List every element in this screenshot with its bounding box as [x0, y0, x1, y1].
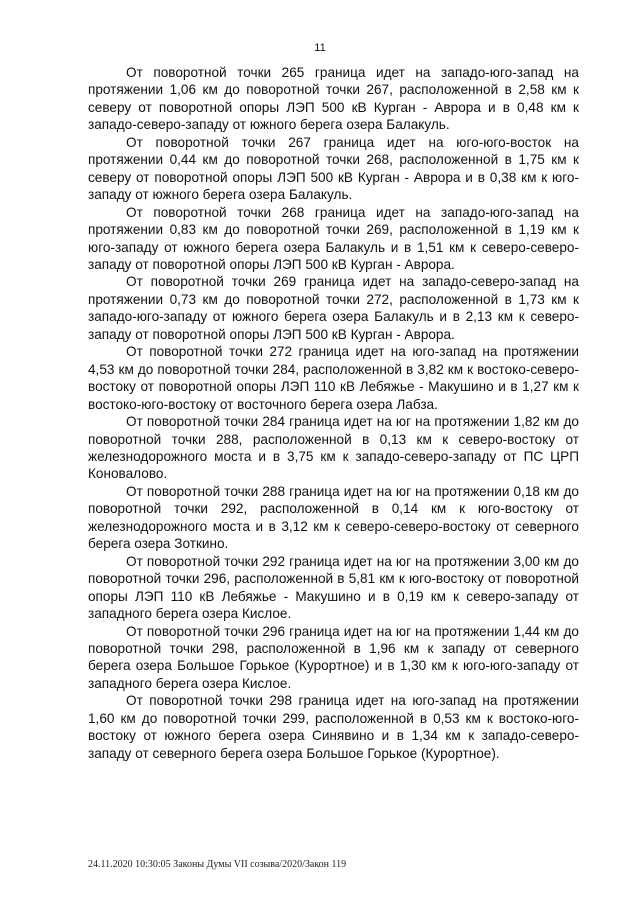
- paragraph: От поворотной точки 284 граница идет на юг на протяжении 1,82 км до поворотной точки 288, расположенной в 0,13 км к северо-востоку от железнодорожного моста и в 3,75 км к западо-северо-западу от ПС ЦРП Коновалово.: [88, 414, 579, 482]
- page-number: 11: [314, 42, 326, 54]
- paragraph: От поворотной точки 288 граница идет на юг на протяжении 0,18 км до поворотной точки 292, расположенной в 0,14 км к юго-востоку от железнодорожного моста и в 3,12 км к северо-северо-востоку от северного берега озера Зоткино.: [88, 483, 579, 552]
- paragraph: От поворотной точки 292 граница идет на юг на протяжении 3,00 км до поворотной точки 296, расположенной в 5,81 км к юго-востоку от поворотной опоры ЛЭП 110 кВ Лебяжье - Макушино и в 0,19 км к северо-западу от западного берега озера Кислое.: [88, 553, 579, 622]
- paragraph: От поворотной точки 296 граница идет на юг на протяжении 1,44 км до поворотной точки 298, расположенной в 1,96 км к западу от северного берега озера Большое Горькое (Курортное) и в 1,30 км к юго-юго-западу от западного берега озера Кислое.: [88, 623, 579, 691]
- document-body: [88, 64, 579, 762]
- paragraph: От поворотной точки 268 граница идет на западо-юго-запад на протяжении 0,83 км до поворотной точки 269, расположенной в 1,19 км к юго-западу от южного берега озера Балакуль и в 1,51 км к северо-северо-западу от поворотной опоры ЛЭП 500 кВ Курган - Аврора.: [88, 204, 579, 272]
- paragraph: От поворотной точки 269 граница идет на западо-северо-запад на протяжении 0,73 км до поворотной точки 272, расположенной в 1,73 км к западо-юго-западу от южного берега озера Балакуль и в 2,13 км к северо-западу от поворотной опоры ЛЭП 500 кВ Курган - Аврора.: [88, 274, 579, 342]
- paragraph: От поворотной точки 267 граница идет на юго-юго-восток на протяжении 0,44 км до поворотной точки 268, расположенной в 1,75 км к северу от поворотной опоры ЛЭП 500 кВ Курган - Аврора и в 0,38 км к юго-западу от южного берега озера Балакуль.: [88, 134, 579, 203]
- paragraph: От поворотной точки 298 граница идет на юго-запад на протяжении 1,60 км до поворотной точки 299, расположенной в 0,53 км к востоко-юго-востоку от южного берега озера Синявино и в 1,34 км к западо-северо-западу от северного берега озера Большое Горькое (Курортное).: [88, 693, 579, 761]
- paragraph: От поворотной точки 272 граница идет на юго-запад на протяжении 4,53 км до поворотной точки 284, расположенной в 3,82 км к востоко-северо-востоку от поворотной опоры ЛЭП 110 кВ Лебяжье - Макушино и в 1,27 км к востоко-юго-востоку от восточного берега озера Лабза.: [88, 344, 579, 412]
- paragraph: От поворотной точки 265 граница идет на западо-юго-запад на протяжении 1,06 км до поворотной точки 267, расположенной в 2,58 км к северу от поворотной опоры ЛЭП 500 кВ Курган - Аврора и в 0,48 км к западо-северо-западу от южного берега озера Балакуль.: [88, 65, 579, 133]
- page-footer: 24.11.2020 10:30:05 Законы Думы VII созыва/2020/Закон 119: [88, 859, 347, 870]
